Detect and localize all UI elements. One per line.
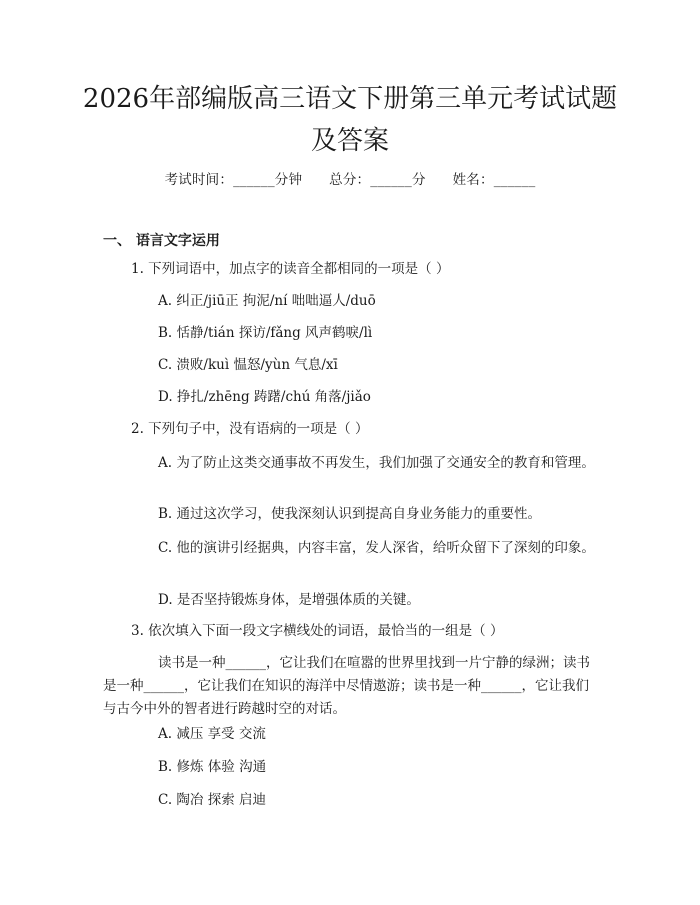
question-1-stem: 1. 下列词语中，加点字的读音全都相同的一项是（ ） — [131, 261, 450, 277]
exam-time-field: 考试时间：______分钟 — [164, 172, 303, 188]
question-2-stem: 2. 下列句子中，没有语病的一项是（ ） — [131, 421, 369, 437]
question-3-passage: 读书是一种______，它让我们在喧嚣的世界里找到一片宁静的绿洲；读书是一种______，它让我们在知识的海洋中尽情遨游；读书是一种______，它让我们与古今中外的智者进行跨越时空的对话。 — [103, 655, 590, 717]
question-1-option-a: A. 纠正/jiū正 拘泥/ní 咄咄逼人/duō — [158, 293, 376, 309]
question-1-option-d: D. 挣扎/zhēng 踌躇/chú 角落/jiǎo — [158, 389, 371, 405]
question-2-option-a: A. 为了防止这类交通事故不再发生，我们加强了交通安全的教育和管理。 — [158, 455, 595, 471]
question-2-option-c: C. 他的演讲引经据典，内容丰富，发人深省，给听众留下了深刻的印象。 — [158, 540, 595, 556]
exam-meta — [0, 168, 700, 188]
document-title: 2026年部编版高三语文下册第三单元考试试题及答案 — [82, 84, 618, 156]
total-score-field: 总分：______分 — [329, 172, 426, 188]
question-2-option-d: D. 是否坚持锻炼身体，是增强体质的关键。 — [158, 592, 420, 608]
question-3-option-c: C. 陶冶 探索 启迪 — [158, 792, 267, 808]
question-3-option-a: A. 减压 享受 交流 — [158, 726, 266, 742]
question-2-option-b: B. 通过这次学习，使我深刻认识到提高自身业务能力的重要性。 — [158, 506, 542, 522]
question-3-option-b: B. 修炼 体验 沟通 — [158, 759, 267, 775]
question-3-stem: 3. 依次填入下面一段文字横线处的词语，最恰当的一组是（ ） — [131, 623, 504, 639]
section-heading-1: 一、 语言文字运用 — [103, 233, 220, 249]
question-1-option-b: B. 恬静/tián 探访/fǎng 风声鹤唳/lì — [158, 325, 373, 341]
name-field: 姓名：______ — [452, 172, 536, 188]
question-1-option-c: C. 溃败/kuì 愠怒/yùn 气息/xī — [158, 357, 338, 373]
